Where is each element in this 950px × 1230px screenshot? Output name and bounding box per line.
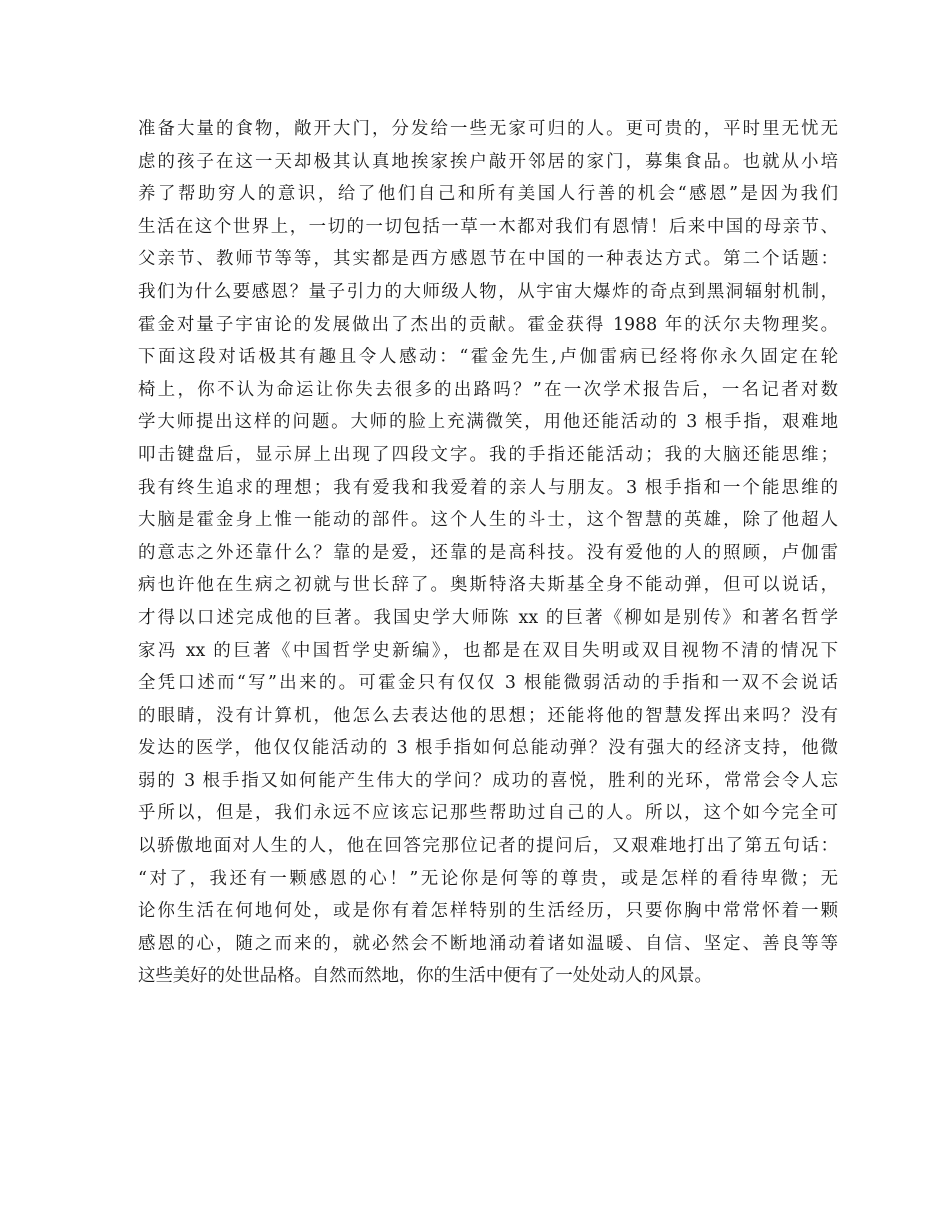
text-line: 大脑是霍金身上惟一能动的部件。这个人生的斗士，这个智慧的英雄，除了他超人: [138, 510, 838, 531]
text-line: 椅上，你不认为命运让你失去很多的出路吗？”在一次学术报告后，一名记者对数: [138, 379, 838, 400]
text-line: 才得以口述完成他的巨著。我国史学大师陈 xx 的巨著《柳如是别传》和著名哲学: [138, 607, 838, 628]
text-line: 以骄傲地面对人生的人，他在回答完那位记者的提问后，又艰难地打出了第五句话：: [138, 836, 838, 857]
text-line: 父亲节、教师节等等，其实都是西方感恩节在中国的一种表达方式。第二个话题：: [138, 249, 838, 270]
text-line: 生活在这个世界上，一切的一切包括一草一木都对我们有恩情！后来中国的母亲节、: [138, 216, 838, 237]
text-line: 霍金对量子宇宙论的发展做出了杰出的贡献。霍金获得 1988 年的沃尔夫物理奖。: [138, 314, 838, 335]
text-line: 感恩的心，随之而来的，就必然会不断地涌动着诸如温暖、自信、坚定、善良等等: [138, 933, 838, 954]
text-line: 的意志之外还靠什么？靠的是爱，还靠的是高科技。没有爱他的人的照顾，卢伽雷: [138, 542, 838, 563]
text-line: 乎所以，但是，我们永远不应该忘记那些帮助过自己的人。所以，这个如今完全可: [138, 803, 838, 824]
text-line: 病也许他在生病之初就与世长辞了。奥斯特洛夫斯基全身不能动弹，但可以说话，: [138, 575, 838, 596]
text-line: “对了，我还有一颗感恩的心！”无论你是何等的尊贵，或是怎样的看待卑微；无: [138, 868, 838, 889]
body-text: [138, 113, 838, 993]
text-line: 的眼睛，没有计算机，他怎么去表达他的思想；还能将他的智慧发挥出来吗？没有: [138, 705, 838, 726]
text-line: 准备大量的食物，敞开大门，分发给一些无家可归的人。更可贵的，平时里无忧无: [138, 119, 838, 139]
text-line: 家冯 xx 的巨著《中国哲学史新编》，也都是在双目失明或双目视物不清的情况下: [138, 640, 838, 661]
text-line: 全凭口述而“写”出来的。可霍金只有仅仅 3 根能微弱活动的手指和一双不会说话: [138, 673, 838, 694]
text-line: 发达的医学，他仅仅能活动的 3 根手指如何总能动弹？没有强大的经济支持，他微: [138, 738, 838, 759]
text-line: 下面这段对话极其有趣且令人感动：“霍金先生,卢伽雷病已经将你永久固定在轮: [138, 347, 838, 368]
text-line: 论你生活在何地何处，或是你有着怎样特别的生活经历，只要你胸中常常怀着一颗: [138, 901, 838, 922]
text-line: 叩击键盘后，显示屏上出现了四段文字。我的手指还能活动；我的大脑还能思维；: [138, 444, 838, 465]
text-line: 养了帮助穷人的意识，给了他们自己和所有美国人行善的机会“感恩”是因为我们: [138, 184, 838, 205]
text-line: 弱的 3 根手指又如何能产生伟大的学问？成功的喜悦，胜利的光环，常常会令人忘: [138, 770, 838, 791]
text-line: 我有终生追求的理想；我有爱我和我爱着的亲人与朋友。3 根手指和一个能思维的: [138, 477, 838, 498]
text-line: 我们为什么要感恩？量子引力的大师级人物，从宇宙大爆炸的奇点到黑洞辐射机制，: [138, 281, 838, 302]
text-line: 这些美好的处世品格。自然而然地，你的生活中便有了一处处动人的风景。: [138, 966, 712, 987]
text-line: 学大师提出这样的问题。大师的脸上充满微笑，用他还能活动的 3 根手指，艰难地: [138, 412, 838, 433]
text-line: 虑的孩子在这一天却极其认真地挨家挨户敲开邻居的家门，募集食品。也就从小培: [138, 151, 838, 172]
